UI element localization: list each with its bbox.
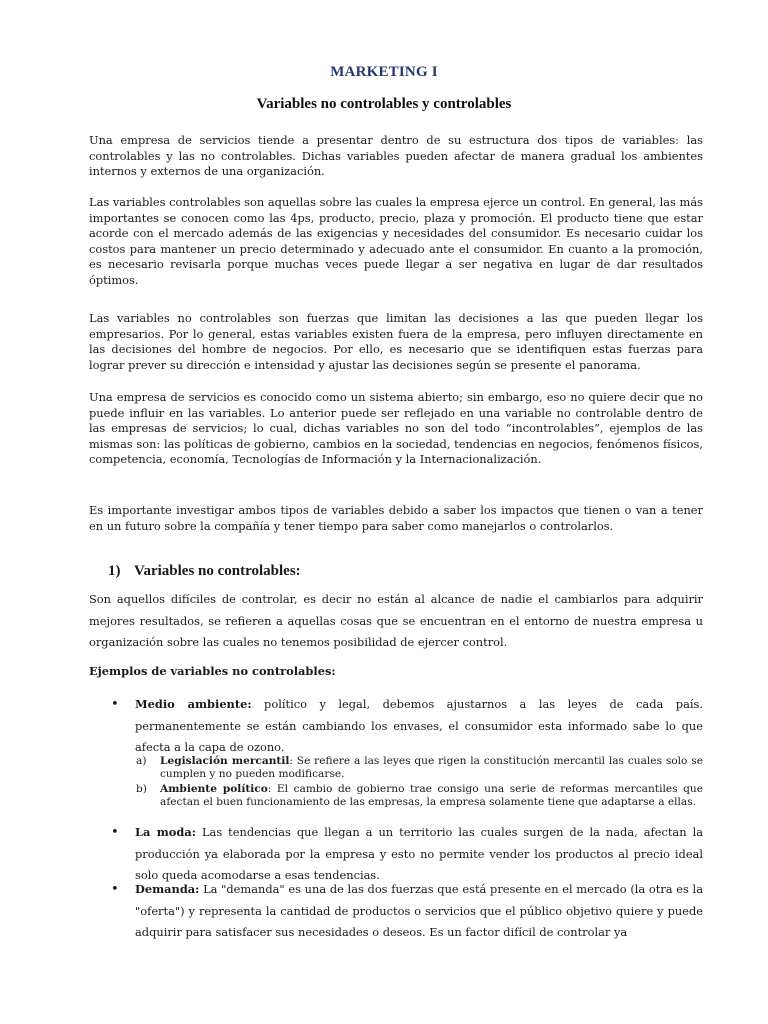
section-title: Variables no controlables:	[134, 563, 301, 579]
paragraph-uncontrollable: Las variables no controlables son fuerzas que limitan las decisiones a las que pueden llegar los empresarios. Por lo general, estas variables existen fuera de la empresa, pero influyen directamente en las decisiones del hombre de negocios. Por ello, es necesario que se identifiquen estas fuerzas para lograr prever su dirección e intensidad y ajustar las decisiones según se presente el panorama.	[89, 311, 703, 372]
section-heading	[108, 563, 301, 580]
subitem-label: b)	[136, 783, 147, 795]
document-subtitle: Variables no controlables y controlables	[256, 96, 512, 112]
section-intro: Son aquellos difíciles de controlar, es decir no están al alcance de nadie el cambiarlos para adquirir mejores resultados, se refieren a aquellas cosas que se encuentran en el entorno de nuestra empresa u organización sobre las cuales no tenemos posibilidad de ejercer control.	[89, 592, 703, 649]
paragraph-importance: Es importante investigar ambos tipos de variables debido a saber los impactos que tienen o van a tener en un futuro sobre la compañía y tener tiempo para saber como manejarlos o controlarlos.	[89, 503, 703, 533]
bullet-icon: •	[111, 882, 119, 897]
bullet-text: La "demanda" es una de las dos fuerzas que está presente en el mercado (la otra es la "oferta") y representa la cantidad de productos o servicios que el público objetivo quiere y puede adquirir para satisfacer sus necesidades o deseos. Es un factor difícil de controlar ya	[135, 882, 703, 939]
list-item-demanda	[111, 879, 703, 944]
examples-heading: Ejemplos de variables no controlables:	[89, 664, 336, 678]
bullet-text: Las tendencias que llegan a un territorio las cuales surgen de la nada, afectan la producción ya elaborada por la empresa y esto no permite vender los productos al precio ideal solo queda acomodarse a esas tendencias.	[135, 825, 704, 882]
subitem-ambiente-politico	[136, 783, 703, 809]
paragraph-open-system: Una empresa de servicios es conocido como un sistema abierto; sin embargo, eso no quiere decir que no puede influir en las variables. Lo anterior puede ser reflejado en una variable no controlable dentro de las empresas de servicios; lo cual, dichas variables no son del todo “incontrolables”, ejemplos de las mismas son: las políticas de gobierno, cambios en la sociedad, tendencias en negocios, fenómenos físicos, competencia, economía, Tecnologías de Información y la Internacionalización.	[89, 390, 703, 467]
paragraph-intro: Una empresa de servicios tiende a presentar dentro de su estructura dos tipos de variables: las controlables y las no controlables. Dichas variables pueden afectar de manera gradual los ambientes internos y externos de una organización.	[89, 133, 703, 179]
bullet-icon: •	[111, 697, 119, 712]
subitem-legislacion	[136, 755, 703, 781]
bullet-term: Demanda:	[135, 882, 200, 896]
document-title: MARKETING I	[330, 64, 438, 80]
list-item-medio-ambiente	[111, 694, 703, 759]
bullet-term: La moda:	[135, 825, 196, 839]
bullet-term: Medio ambiente:	[135, 697, 252, 711]
subitem-text: : El cambio de gobierno trae consigo una serie de reformas mercantiles que afectan el buen funcionamiento de las empresas, la empresa solamente tiene que adaptarse a ellas.	[160, 783, 703, 808]
section-number: 1)	[108, 563, 121, 579]
bullet-icon: •	[111, 825, 119, 840]
subitem-label: a)	[136, 755, 147, 767]
paragraph-controllable: Las variables controlables son aquellas sobre las cuales la empresa ejerce un control. En general, las más importantes se conocen como las 4ps, producto, precio, plaza y promoción. El producto tiene que estar acorde con el mercado además de las exigencias y necesidades del consumidor. Es necesario cuidar los costos para mantener un precio determinado y adecuado ante el consumidor. En cuanto a la promoción, es necesario revisarla porque muchas veces puede llegar a ser negativa en lugar de dar resultados óptimos.	[89, 195, 703, 287]
subitem-term: Ambiente político	[160, 783, 268, 795]
bullet-text: político y legal, debemos ajustarnos a las leyes de cada país. permanentemente se están cambiando los envases, el consumidor esta informado sabe lo que afecta a la capa de ozono.	[135, 697, 703, 754]
list-item-la-moda	[111, 822, 704, 887]
subitem-term: Legislación mercantil	[160, 755, 290, 767]
subitem-text: : Se refiere a las leyes que rigen la constitución mercantil las cuales solo se cumplen y no pueden modificarse.	[160, 755, 703, 780]
